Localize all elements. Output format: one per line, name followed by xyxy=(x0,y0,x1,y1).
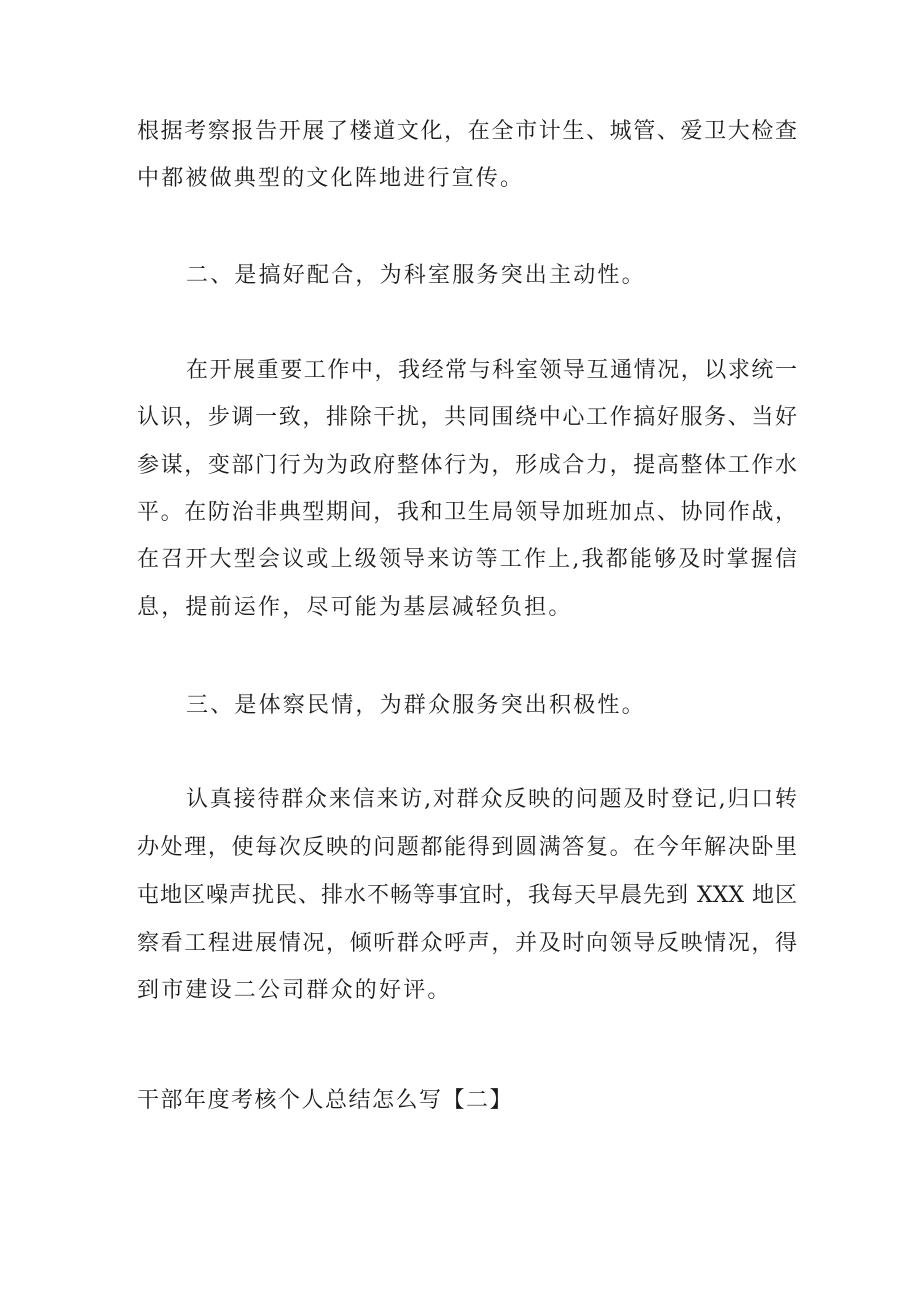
paragraph-3-line-2: 办处理，使每次反映的问题都能得到圆满答复。在今年解决卧里 xyxy=(137,835,797,860)
paragraph-3-line-4: 察看工程进展情况，倾听群众呼声，并及时向领导反映情况，得 xyxy=(137,931,797,956)
paragraph-3-line-3: 屯地区噪声扰民、排水不畅等事宜时，我每天早晨先到 XXX 地区 xyxy=(137,883,797,908)
paragraph-2-line-5: 在召开大型会议或上级领导来访等工作上,我都能够及时掌握信 xyxy=(137,547,797,572)
paragraph-1-line-1: 根据考察报告开展了楼道文化，在全市计生、城管、爱卫大检查 xyxy=(137,119,797,144)
paragraph-2-line-1: 在开展重要工作中，我经常与科室领导互通情况，以求统一 xyxy=(186,358,797,383)
paragraph-2-line-3: 参谋，变部门行为为政府整体行为，形成合力，提高整体工作水 xyxy=(137,453,797,478)
section-title: 干部年度考核个人总结怎么写【二】 xyxy=(137,1088,514,1113)
paragraph-2-line-6: 息，提前运作，尽可能为基层减轻负担。 xyxy=(137,595,573,620)
paragraph-3-line-5: 到市建设二公司群众的好评。 xyxy=(137,978,452,1003)
paragraph-1-line-2: 中都被做典型的文化阵地进行宣传。 xyxy=(137,166,525,191)
paragraph-2-line-4: 平。在防治非典型期间，我和卫生局领导加班加点、协同作战， xyxy=(137,500,797,525)
paragraph-3-line-1: 认真接待群众来信来访,对群众反映的问题及时登记,归口转 xyxy=(186,787,797,812)
paragraph-2-line-2: 认识，步调一致，排除干扰，共同围绕中心工作搞好服务、当好 xyxy=(137,405,797,430)
heading-2: 二、是搞好配合，为科室服务突出主动性。 xyxy=(186,263,646,288)
heading-3: 三、是体察民情，为群众服务突出积极性。 xyxy=(186,693,646,718)
